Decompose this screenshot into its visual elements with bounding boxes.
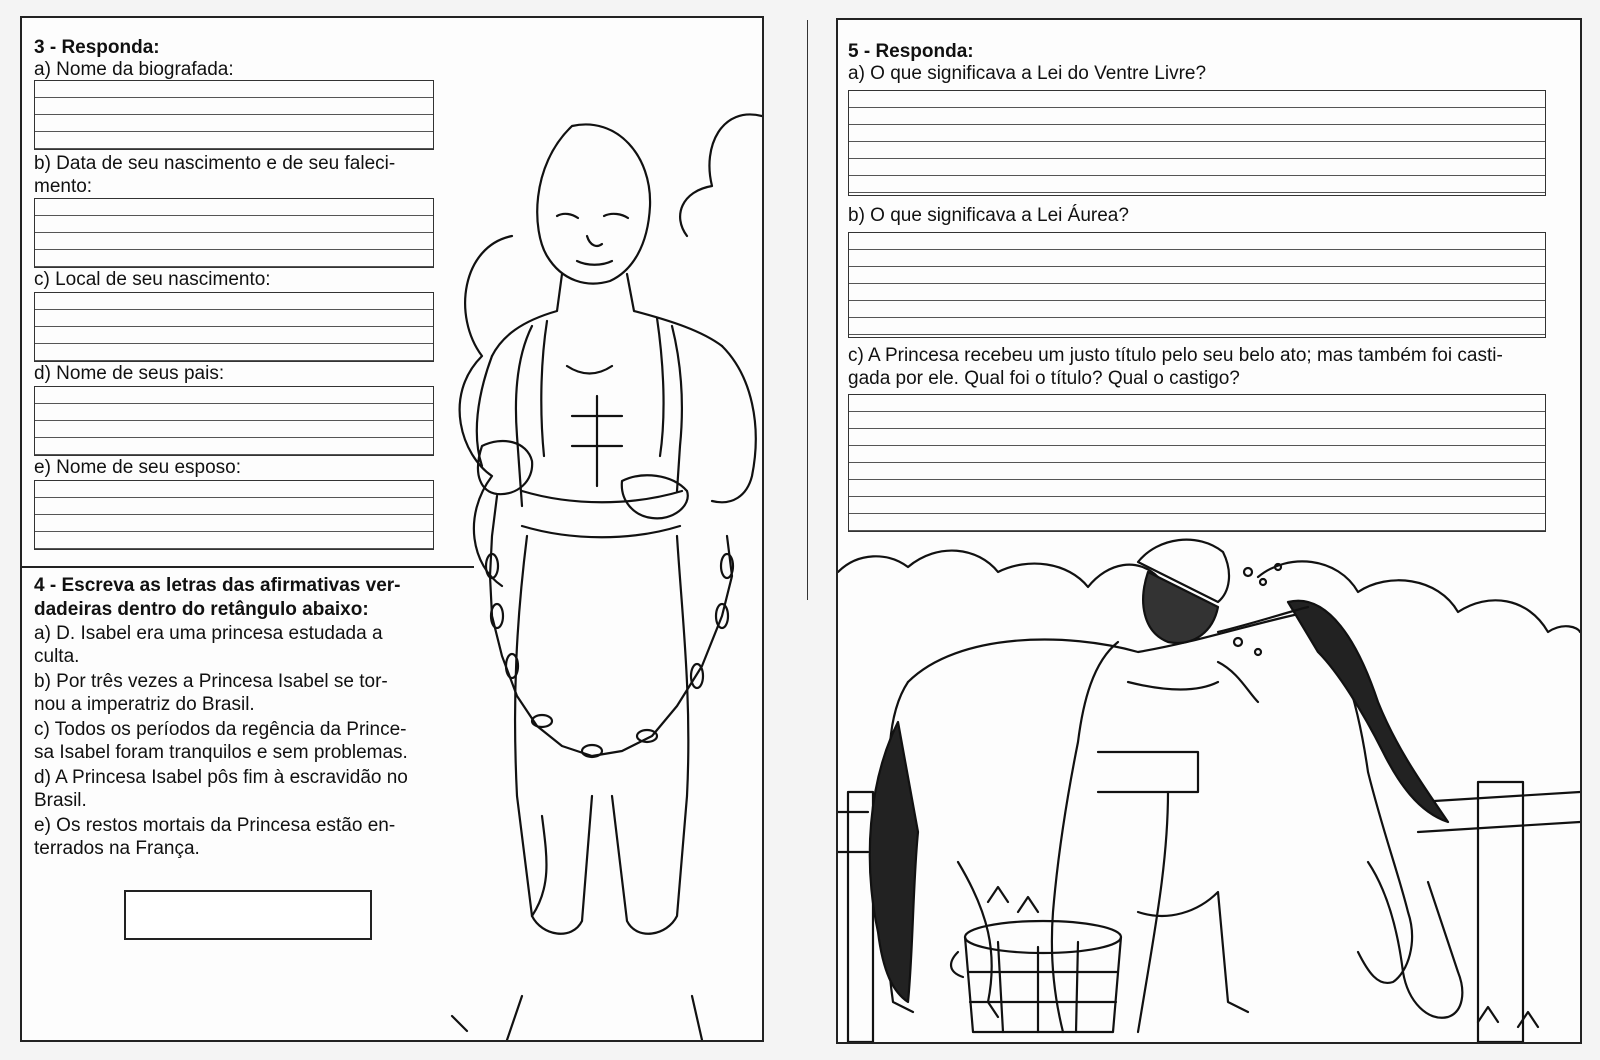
q5-heading: 5 - Responda: [848,41,974,62]
q5-c-answer-box[interactable] [848,394,1546,532]
q4-item-e-line2: terrados na França. [34,838,200,859]
worksheet-right-page [836,18,1582,1044]
q5-b-answer-box[interactable] [848,232,1546,338]
q4-item-a-line2: culta. [34,646,80,667]
q5-item-c-line2: gada por ele. Qual foi o título? Qual o castigo? [848,368,1240,389]
q4-item-d-line1: d) A Princesa Isabel pôs fim à escravidão no [34,767,408,788]
q5-a-answer-box[interactable] [848,90,1546,196]
q3-a-answer-box[interactable] [34,80,434,150]
worksheet-left-page [20,16,764,1042]
q4-item-c-line1: c) Todos os períodos da regência da Prince- [34,719,407,740]
q5-item-a: a) O que significava a Lei do Ventre Livre? [848,63,1207,84]
section-divider [22,566,474,568]
q5-item-b: b) O que significava a Lei Áurea? [848,205,1129,226]
q3-item-b-line1: b) Data de seu nascimento e de seu faleci- [34,153,396,174]
q4-item-a-line1: a) D. Isabel era uma princesa estudada a [34,623,383,644]
q4-answer-rectangle[interactable] [124,890,372,940]
page-fold-line [807,20,808,600]
q4-item-b-line2: nou a imperatriz do Brasil. [34,694,255,715]
q3-item-c: c) Local de seu nascimento: [34,269,271,290]
q4-item-c-line2: sa Isabel foram tranquilos e sem problemas. [34,742,408,763]
q3-d-answer-box[interactable] [34,386,434,456]
q4-item-d-line2: Brasil. [34,790,87,811]
q3-item-b-line2: mento: [34,176,93,197]
q3-item-d: d) Nome de seus pais: [34,363,225,384]
q4-heading-line1: 4 - Escreva as letras das afirmativas ver- [34,575,401,596]
chained-man-illustration [422,96,762,1040]
q4-item-b-line1: b) Por três vezes a Princesa Isabel se tor- [34,671,388,692]
q3-item-a: a) Nome da biografada: [34,59,234,80]
q3-b-answer-box[interactable] [34,198,434,268]
q3-e-answer-box[interactable] [34,480,434,550]
q3-heading: 3 - Responda: [34,37,160,58]
q5-item-c-line1: c) A Princesa recebeu um justo título pelo seu belo ato; mas também foi casti- [848,345,1503,366]
q4-heading-line2: dadeiras dentro do retângulo abaixo: [34,599,369,620]
q3-c-answer-box[interactable] [34,292,434,362]
q3-item-e: e) Nome de seu esposo: [34,457,242,478]
man-washing-horse-illustration [838,532,1580,1042]
q4-item-e-line1: e) Os restos mortais da Princesa estão en- [34,815,396,836]
